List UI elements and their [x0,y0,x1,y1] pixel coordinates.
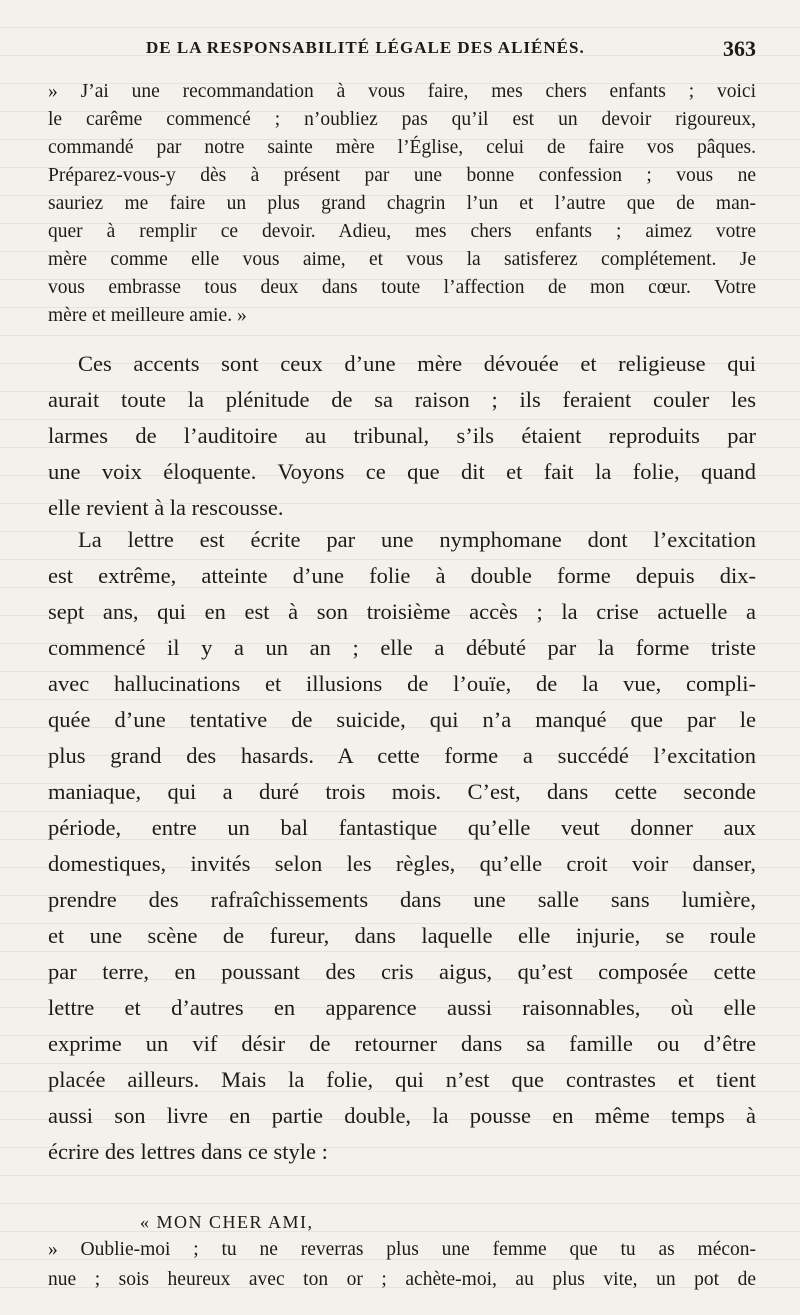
text-line: quer à remplir ce devoir. Adieu, mes chers enfants ; aimez votre [48,221,756,242]
text-line: » J’ai une recommandation à vous faire, mes chers enfants ; voici [48,81,756,102]
text-line: La lettre est écrite par une nymphomane dont l’excitation [78,527,756,552]
text-line: une voix éloquente. Voyons ce que dit et fait la folie, quand [48,459,756,484]
text-line: maniaque, qui a duré trois mois. C’est, dans cette seconde [48,779,756,804]
text-line: domestiques, invités selon les règles, qu’elle croit voir danser, [48,851,756,876]
text-line: exprime un vif désir de retourner dans sa famille ou d’être [48,1031,756,1056]
text-line: mère et meilleure amie. » [48,305,247,326]
text-line: plus grand des hasards. A cette forme a succédé l’excitation [48,743,756,768]
text-line: avec hallucinations et illusions de l’ouïe, de la vue, compli- [48,671,756,696]
text-line: par terre, en poussant des cris aigus, qu’est composée cette [48,959,756,984]
running-title: DE LA RESPONSABILITÉ LÉGALE DES ALIÉNÉS. [146,38,585,57]
text-line: lettre et d’autres en apparence aussi raisonnables, où elle [48,995,756,1020]
text-line: et une scène de fureur, dans laquelle elle injurie, se roule [48,923,756,948]
running-header [46,38,758,66]
text-line: mère comme elle vous aime, et vous la satisferez complétement. Je [48,249,756,270]
letter-salutation: « MON CHER AMI, [140,1212,314,1232]
text-line: quée d’une tentative de suicide, qui n’a manqué que par le [48,707,756,732]
page-number: 363 [723,36,756,61]
text-line: elle revient à la rescousse. [48,495,284,520]
text-line: Préparez-vous-y dès à présent par une bonne confession ; vous ne [48,165,756,186]
text-line: sauriez me faire un plus grand chagrin l’un et l’autre que de man- [48,193,756,214]
text-line: sept ans, qui en est à son troisième accès ; la crise actuelle a [48,599,756,624]
text-line: période, entre un bal fantastique qu’elle veut donner aux [48,815,756,840]
text-line: le carême commencé ; n’oubliez pas qu’il est un devoir rigoureux, [48,109,756,130]
text-line: placée ailleurs. Mais la folie, qui n’est que contrastes et tient [48,1067,756,1092]
text-line: larmes de l’auditoire au tribunal, s’ils étaient reproduits par [48,423,756,448]
text-line: » Oublie-moi ; tu ne reverras plus une femme que tu as mécon- [48,1239,756,1260]
text-line: aurait toute la plénitude de sa raison ; ils feraient couler les [48,387,756,412]
text-line: commencé il y a un an ; elle a débuté par la forme triste [48,635,756,660]
text-line: écrire des lettres dans ce style : [48,1139,328,1164]
text-line: est extrême, atteinte d’une folie à double forme depuis dix- [48,563,756,588]
text-line: prendre des rafraîchissements dans une salle sans lumière, [48,887,756,912]
text-line: vous embrasse tous deux dans toute l’affection de mon cœur. Votre [48,277,756,298]
text-line: aussi son livre en partie double, la pousse en même temps à [48,1103,756,1128]
text-line: nue ; sois heureux avec ton or ; achète-moi, au plus vite, un pot de [48,1269,756,1290]
text-line: commandé par notre sainte mère l’Église, celui de faire vos pâques. [48,137,756,158]
text-line: Ces accents sont ceux d’une mère dévouée et religieuse qui [78,351,756,376]
